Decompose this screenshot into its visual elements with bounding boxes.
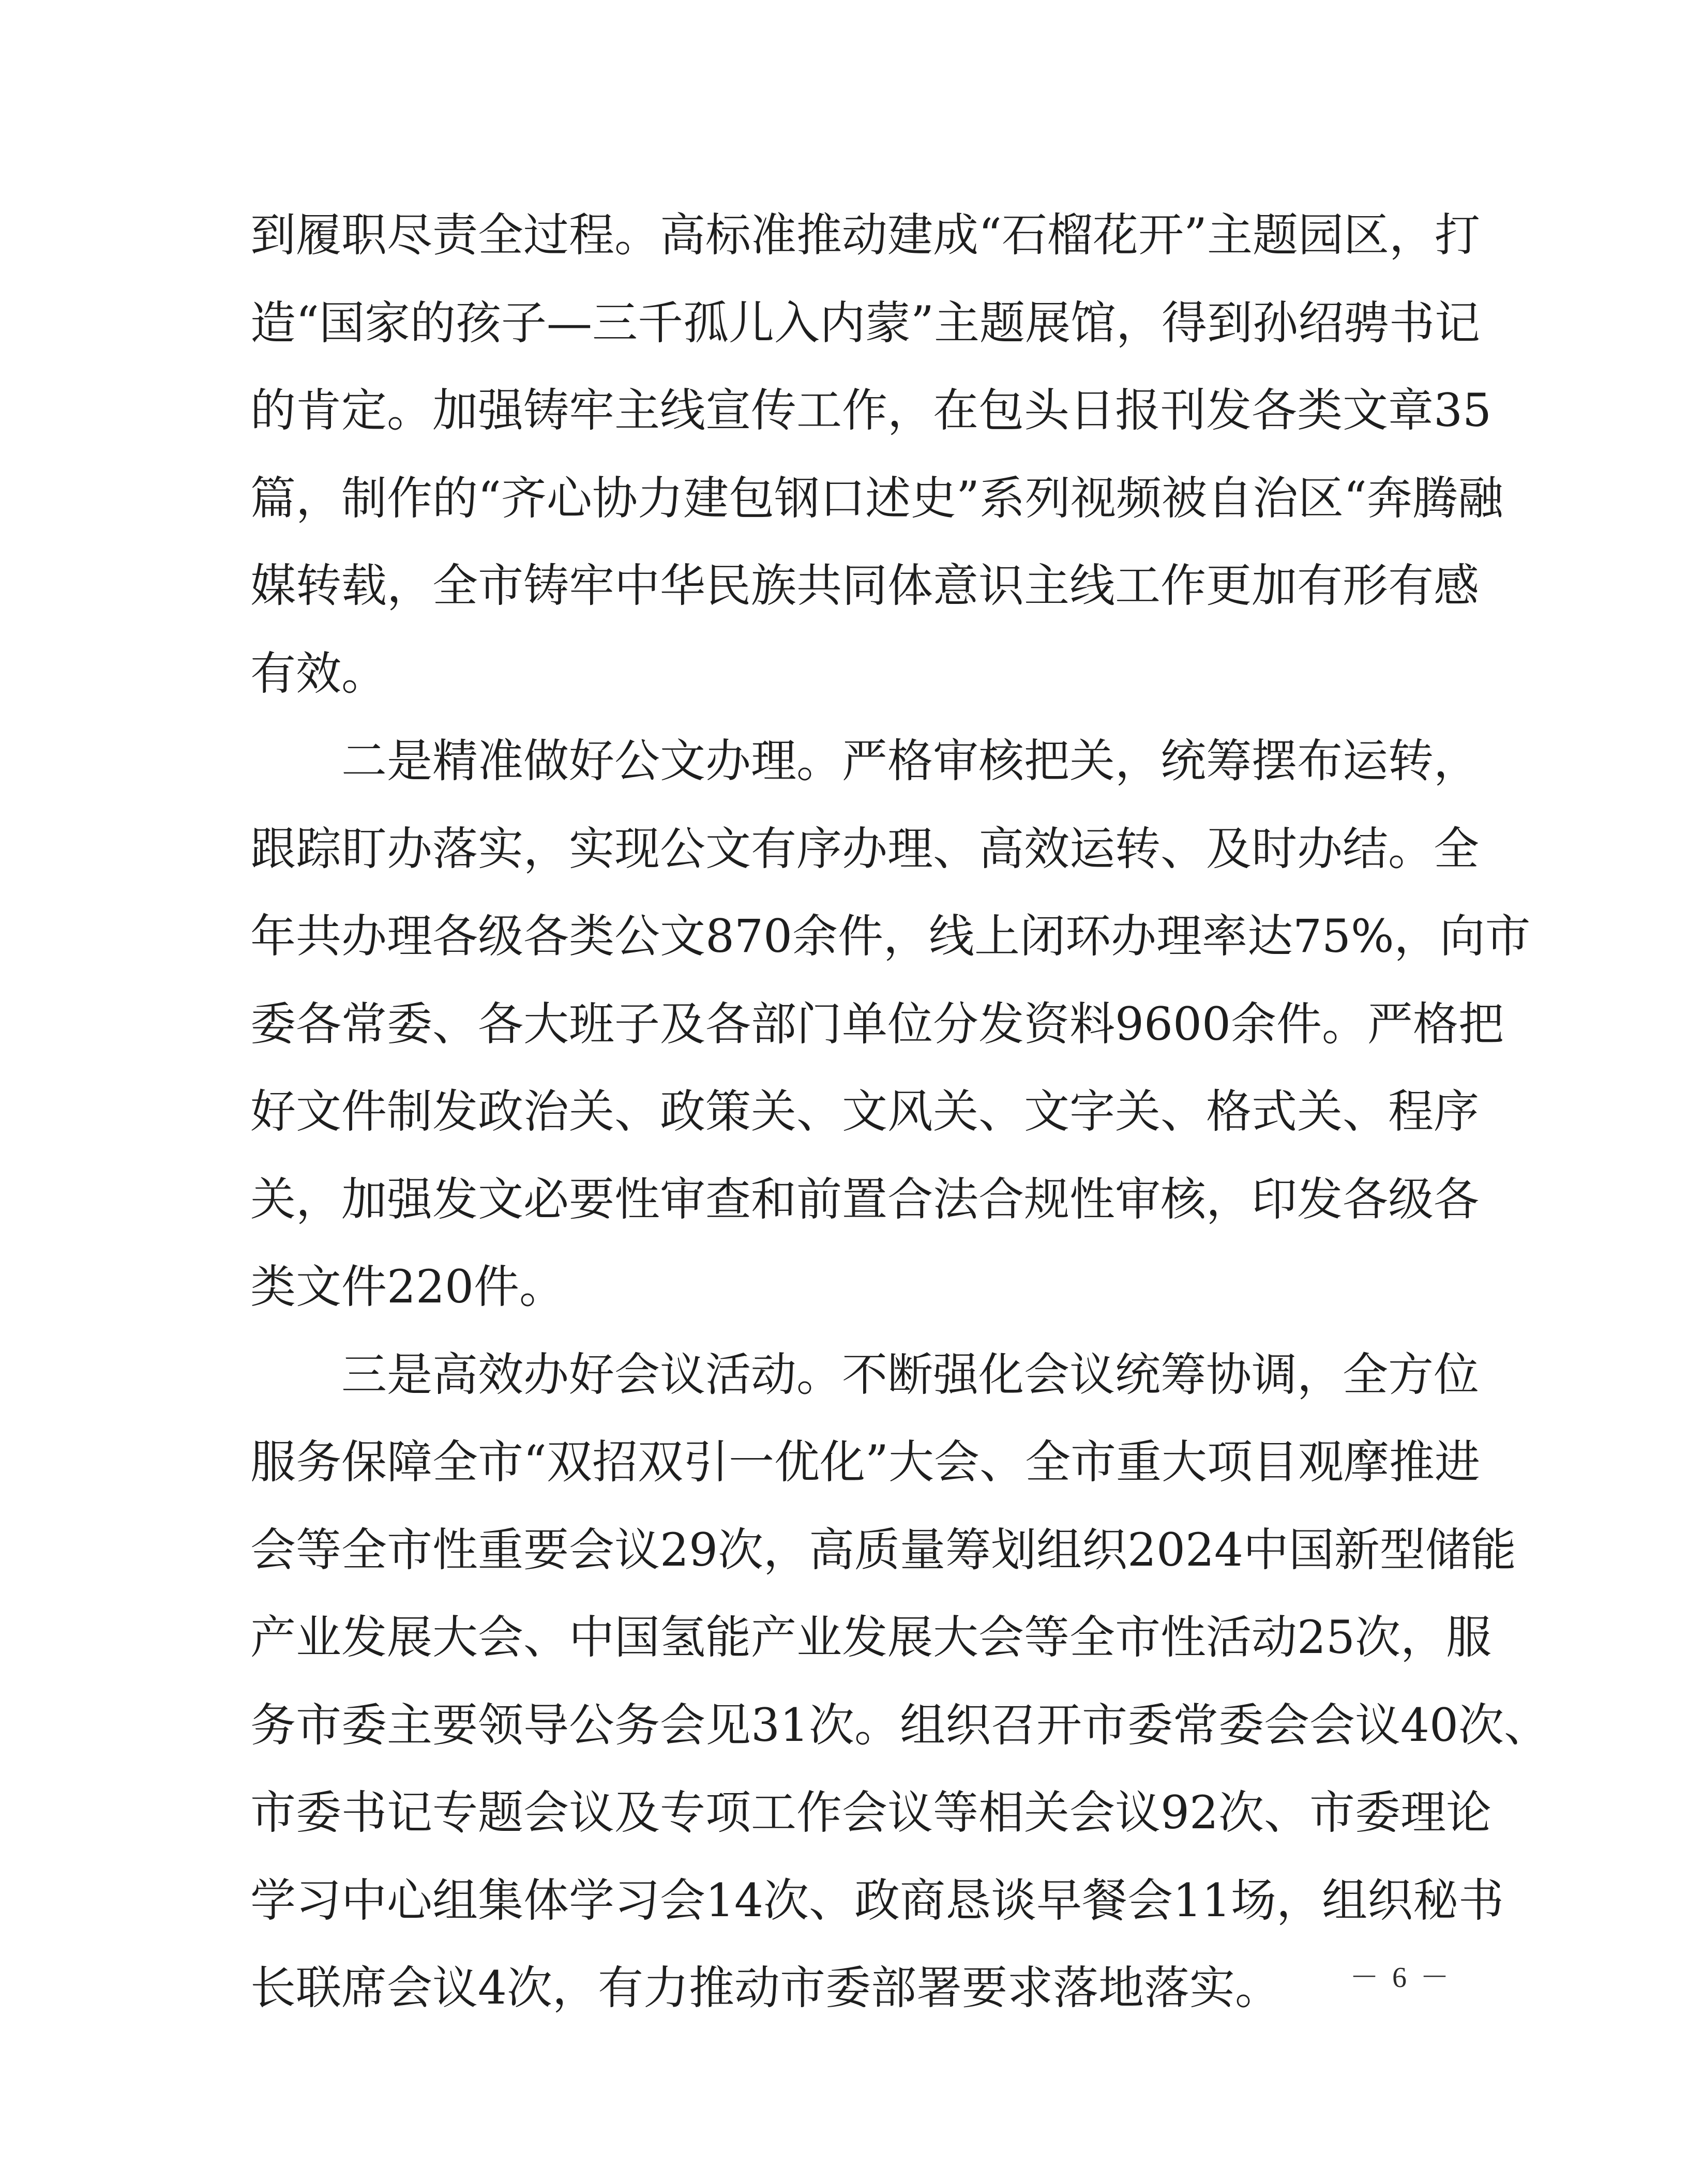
text-line: 到履职尽责全过程。高标准推动建成“石榴花开”主题园区，打 [250,208,1480,262]
text-line: 篇，制作的“齐心协力建包钢口述史”系列视频被自治区“奔腾融 [250,471,1503,525]
text-line: 好文件制发政治关、政策关、文风关、文字关、格式关、程序 [250,1085,1480,1138]
paragraph [250,191,1503,717]
paragraph [250,717,1531,1331]
text-line: 关，加强发文必要性审查和前置合法合规性审核，印发各级各 [250,1172,1480,1226]
text-line: 造“国家的孩子—三千孤儿入内蒙”主题展馆，得到孙绍骋书记 [250,296,1480,350]
text-line: 的肯定。加强铸牢主线宣传工作，在包头日报刊发各类文章35 [250,384,1491,437]
text-line: 市委书记专题会议及专项工作会议等相关会议92次、市委理论 [250,1786,1491,1839]
text-line: 学习中心组集体学习会14次、政商恳谈早餐会11场，组织秘书 [250,1873,1504,1927]
text-line: 有效。 [250,646,387,700]
text-line: 长联席会议4次，有力推动市委部署要求落地落实。 [250,1961,1280,2014]
paragraph [250,1331,1549,2032]
text-line: 产业发展大会、中国氢能产业发展大会等全市性活动25次，服 [250,1611,1491,1664]
text-line: 会等全市性重要会议29次，高质量筹划组织2024中国新型储能 [250,1523,1516,1576]
text-line: 二是精准做好公文办理。严格审核把关，统筹摆布运转， [341,734,1480,787]
text-line: 三是高效办好会议活动。不断强化会议统筹协调，全方位 [341,1347,1480,1401]
text-line: 服务保障全市“双招双引一优化”大会、全市重大项目观摩推进 [250,1435,1480,1489]
page-number: － 6 － [1350,1962,1452,1994]
text-line: 年共办理各级各类公文870余件，线上闭环办理率达75%，向市 [250,909,1531,963]
text-line: 务市委主要领导公务会见31次。组织召开市委常委会会议40次、 [250,1698,1549,1752]
text-line: 类文件220件。 [250,1260,565,1313]
text-line: 委各常委、各大班子及各部门单位分发资料9600余件。严格把 [250,997,1504,1051]
text-line: 媒转载，全市铸牢中华民族共同体意识主线工作更加有形有感 [250,559,1480,612]
body-text [250,191,1549,2032]
text-line: 跟踪盯办落实，实现公文有序办理、高效运转、及时办结。全 [250,822,1480,875]
